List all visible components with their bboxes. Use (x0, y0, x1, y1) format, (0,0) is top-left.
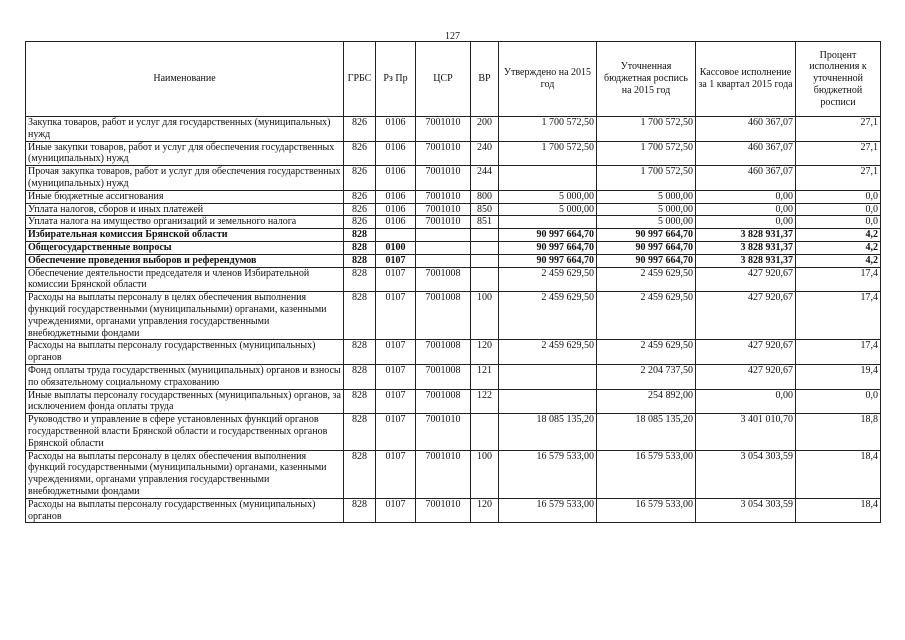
cell-cash: 427 920,67 (696, 364, 796, 389)
header-percent: Процент исполнения к уточненной бюджетной росписи (796, 42, 881, 117)
cell-grbs: 826 (344, 141, 376, 166)
cell-percent: 27,1 (796, 117, 881, 142)
cell-percent: 0,0 (796, 203, 881, 216)
cell-rzpr: 0100 (376, 241, 416, 254)
table-body (26, 117, 881, 523)
cell-grbs: 828 (344, 389, 376, 414)
cell-name: Избирательная комиссия Брянской области (26, 229, 344, 242)
cell-vr: 100 (471, 292, 499, 340)
cell-approved: 90 997 664,70 (499, 229, 597, 242)
cell-vr: 850 (471, 203, 499, 216)
cell-name: Обеспечение проведения выборов и референдумов (26, 254, 344, 267)
cell-name: Расходы на выплаты персоналу в целях обеспечения выполнения функций государственными (муниципальными) органами, казенными учреждениями, органами управления государственными внебюджетными фондами (26, 450, 344, 498)
table-row (26, 117, 881, 142)
cell-name: Иные выплаты персоналу государственных (муниципальных) органов, за исключением фонда оплаты труда (26, 389, 344, 414)
cell-cash: 0,00 (696, 190, 796, 203)
cell-revised: 2 459 629,50 (597, 292, 696, 340)
cell-grbs: 828 (344, 450, 376, 498)
header-rzpr: Рз Пр (376, 42, 416, 117)
cell-cash: 3 401 010,70 (696, 414, 796, 450)
cell-csr (416, 254, 471, 267)
cell-grbs: 828 (344, 364, 376, 389)
cell-name: Прочая закупка товаров, работ и услуг для обеспечения государственных (муниципальных) нужд (26, 166, 344, 191)
cell-grbs: 828 (344, 241, 376, 254)
cell-vr (471, 267, 499, 292)
cell-csr: 7001010 (416, 117, 471, 142)
cell-name: Иные бюджетные ассигнования (26, 190, 344, 203)
budget-table (25, 41, 881, 523)
cell-grbs: 826 (344, 190, 376, 203)
table-row (26, 166, 881, 191)
cell-approved: 16 579 533,00 (499, 498, 597, 523)
cell-csr (416, 229, 471, 242)
cell-approved (499, 166, 597, 191)
cell-grbs: 828 (344, 414, 376, 450)
cell-cash: 460 367,07 (696, 117, 796, 142)
cell-cash: 0,00 (696, 216, 796, 229)
cell-grbs: 828 (344, 292, 376, 340)
header-name: Наименование (26, 42, 344, 117)
cell-csr: 7001008 (416, 340, 471, 365)
cell-approved: 1 700 572,50 (499, 141, 597, 166)
cell-approved: 18 085 135,20 (499, 414, 597, 450)
cell-rzpr: 0106 (376, 141, 416, 166)
cell-cash: 427 920,67 (696, 340, 796, 365)
header-row (26, 42, 881, 117)
cell-cash: 3 828 931,37 (696, 241, 796, 254)
cell-vr: 121 (471, 364, 499, 389)
cell-percent: 27,1 (796, 141, 881, 166)
cell-csr: 7001008 (416, 364, 471, 389)
cell-name: Закупка товаров, работ и услуг для государственных (муниципальных) нужд (26, 117, 344, 142)
cell-vr: 851 (471, 216, 499, 229)
cell-rzpr (376, 229, 416, 242)
cell-percent: 4,2 (796, 241, 881, 254)
cell-grbs: 828 (344, 267, 376, 292)
table-row (26, 141, 881, 166)
cell-percent: 0,0 (796, 389, 881, 414)
cell-rzpr: 0106 (376, 216, 416, 229)
header-vr: ВР (471, 42, 499, 117)
cell-name: Обеспечение деятельности председателя и членов Избирательной комиссии Брянской области (26, 267, 344, 292)
cell-approved: 5 000,00 (499, 190, 597, 203)
cell-cash: 3 054 303,59 (696, 450, 796, 498)
cell-percent: 27,1 (796, 166, 881, 191)
cell-approved (499, 364, 597, 389)
cell-vr: 240 (471, 141, 499, 166)
cell-name: Иные закупки товаров, работ и услуг для обеспечения государственных (муниципальных) нужд (26, 141, 344, 166)
cell-approved: 2 459 629,50 (499, 267, 597, 292)
cell-approved: 90 997 664,70 (499, 254, 597, 267)
cell-vr (471, 414, 499, 450)
cell-revised: 16 579 533,00 (597, 450, 696, 498)
cell-revised: 2 204 737,50 (597, 364, 696, 389)
cell-revised: 1 700 572,50 (597, 141, 696, 166)
cell-rzpr: 0106 (376, 203, 416, 216)
cell-approved: 2 459 629,50 (499, 292, 597, 340)
cell-grbs: 828 (344, 254, 376, 267)
cell-percent: 17,4 (796, 292, 881, 340)
cell-percent: 18,4 (796, 498, 881, 523)
cell-revised: 2 459 629,50 (597, 340, 696, 365)
cell-rzpr: 0106 (376, 117, 416, 142)
cell-revised: 5 000,00 (597, 216, 696, 229)
cell-rzpr: 0107 (376, 340, 416, 365)
cell-cash: 460 367,07 (696, 166, 796, 191)
cell-approved (499, 389, 597, 414)
cell-csr: 7001010 (416, 203, 471, 216)
cell-name: Расходы на выплаты персоналу в целях обеспечения выполнения функций государственными (муниципальными) органами, казенными учреждениями, органами управления государственными внебюджетными фондами (26, 292, 344, 340)
cell-grbs: 826 (344, 203, 376, 216)
cell-percent: 17,4 (796, 267, 881, 292)
cell-percent: 0,0 (796, 216, 881, 229)
cell-cash: 427 920,67 (696, 292, 796, 340)
cell-csr: 7001010 (416, 498, 471, 523)
cell-revised: 5 000,00 (597, 203, 696, 216)
header-csr: ЦСР (416, 42, 471, 117)
table-row (26, 414, 881, 450)
table-row (26, 450, 881, 498)
cell-rzpr: 0107 (376, 364, 416, 389)
cell-revised: 2 459 629,50 (597, 267, 696, 292)
cell-csr: 7001010 (416, 450, 471, 498)
cell-cash: 460 367,07 (696, 141, 796, 166)
header-approved: Утверждено на 2015 год (499, 42, 597, 117)
cell-rzpr: 0107 (376, 414, 416, 450)
cell-revised: 16 579 533,00 (597, 498, 696, 523)
cell-revised: 254 892,00 (597, 389, 696, 414)
cell-grbs: 828 (344, 229, 376, 242)
table-row (26, 364, 881, 389)
cell-rzpr: 0107 (376, 292, 416, 340)
cell-grbs: 828 (344, 340, 376, 365)
cell-revised: 5 000,00 (597, 190, 696, 203)
cell-revised: 90 997 664,70 (597, 229, 696, 242)
cell-percent: 18,8 (796, 414, 881, 450)
cell-vr: 100 (471, 450, 499, 498)
cell-grbs: 826 (344, 216, 376, 229)
cell-vr: 800 (471, 190, 499, 203)
cell-vr: 122 (471, 389, 499, 414)
cell-revised: 90 997 664,70 (597, 241, 696, 254)
cell-revised: 18 085 135,20 (597, 414, 696, 450)
cell-percent: 18,4 (796, 450, 881, 498)
cell-percent: 17,4 (796, 340, 881, 365)
cell-cash: 3 054 303,59 (696, 498, 796, 523)
table-row (26, 190, 881, 203)
table-row (26, 340, 881, 365)
cell-name: Расходы на выплаты персоналу государственных (муниципальных) органов (26, 498, 344, 523)
cell-grbs: 828 (344, 498, 376, 523)
cell-rzpr: 0107 (376, 254, 416, 267)
cell-approved: 2 459 629,50 (499, 340, 597, 365)
cell-csr: 7001008 (416, 292, 471, 340)
cell-rzpr: 0106 (376, 166, 416, 191)
cell-approved: 5 000,00 (499, 203, 597, 216)
cell-grbs: 826 (344, 117, 376, 142)
page-number: 127 (445, 31, 460, 42)
header-grbs: ГРБС (344, 42, 376, 117)
cell-revised: 1 700 572,50 (597, 117, 696, 142)
table-row (26, 292, 881, 340)
cell-percent: 19,4 (796, 364, 881, 389)
cell-cash: 427 920,67 (696, 267, 796, 292)
cell-name: Руководство и управление в сфере установленных функций органов государственной власти Брянской области и государственных органов Брянской области (26, 414, 344, 450)
cell-rzpr: 0107 (376, 450, 416, 498)
cell-percent: 4,2 (796, 229, 881, 242)
cell-name: Уплата налога на имущество организаций и земельного налога (26, 216, 344, 229)
cell-vr (471, 241, 499, 254)
cell-rzpr: 0107 (376, 498, 416, 523)
table-row (26, 254, 881, 267)
header-revised: Уточненная бюджетная роспись на 2015 год (597, 42, 696, 117)
cell-approved: 90 997 664,70 (499, 241, 597, 254)
cell-vr: 120 (471, 498, 499, 523)
cell-percent: 4,2 (796, 254, 881, 267)
cell-vr: 200 (471, 117, 499, 142)
cell-csr: 7001010 (416, 166, 471, 191)
cell-cash: 3 828 931,37 (696, 229, 796, 242)
cell-vr: 244 (471, 166, 499, 191)
cell-csr: 7001010 (416, 216, 471, 229)
cell-csr: 7001008 (416, 389, 471, 414)
cell-approved: 1 700 572,50 (499, 117, 597, 142)
cell-vr: 120 (471, 340, 499, 365)
cell-grbs: 826 (344, 166, 376, 191)
cell-rzpr: 0106 (376, 190, 416, 203)
cell-vr (471, 254, 499, 267)
cell-name: Расходы на выплаты персоналу государственных (муниципальных) органов (26, 340, 344, 365)
cell-cash: 3 828 931,37 (696, 254, 796, 267)
cell-percent: 0,0 (796, 190, 881, 203)
cell-rzpr: 0107 (376, 389, 416, 414)
table-row (26, 229, 881, 242)
table-row (26, 498, 881, 523)
table-row (26, 267, 881, 292)
cell-cash: 0,00 (696, 203, 796, 216)
cell-vr (471, 229, 499, 242)
cell-rzpr: 0107 (376, 267, 416, 292)
cell-csr: 7001008 (416, 267, 471, 292)
cell-revised: 90 997 664,70 (597, 254, 696, 267)
cell-approved: 16 579 533,00 (499, 450, 597, 498)
table-row (26, 203, 881, 216)
table-row (26, 389, 881, 414)
cell-name: Фонд оплаты труда государственных (муниципальных) органов и взносы по обязательному социальному страхованию (26, 364, 344, 389)
header-cash: Кассовое исполнение за 1 квартал 2015 года (696, 42, 796, 117)
cell-name: Уплата налогов, сборов и иных платежей (26, 203, 344, 216)
cell-csr: 7001010 (416, 141, 471, 166)
cell-csr (416, 241, 471, 254)
cell-csr: 7001010 (416, 190, 471, 203)
cell-name: Общегосударственные вопросы (26, 241, 344, 254)
table-row (26, 241, 881, 254)
cell-revised: 1 700 572,50 (597, 166, 696, 191)
table-row (26, 216, 881, 229)
cell-cash: 0,00 (696, 389, 796, 414)
cell-csr: 7001010 (416, 414, 471, 450)
cell-approved (499, 216, 597, 229)
